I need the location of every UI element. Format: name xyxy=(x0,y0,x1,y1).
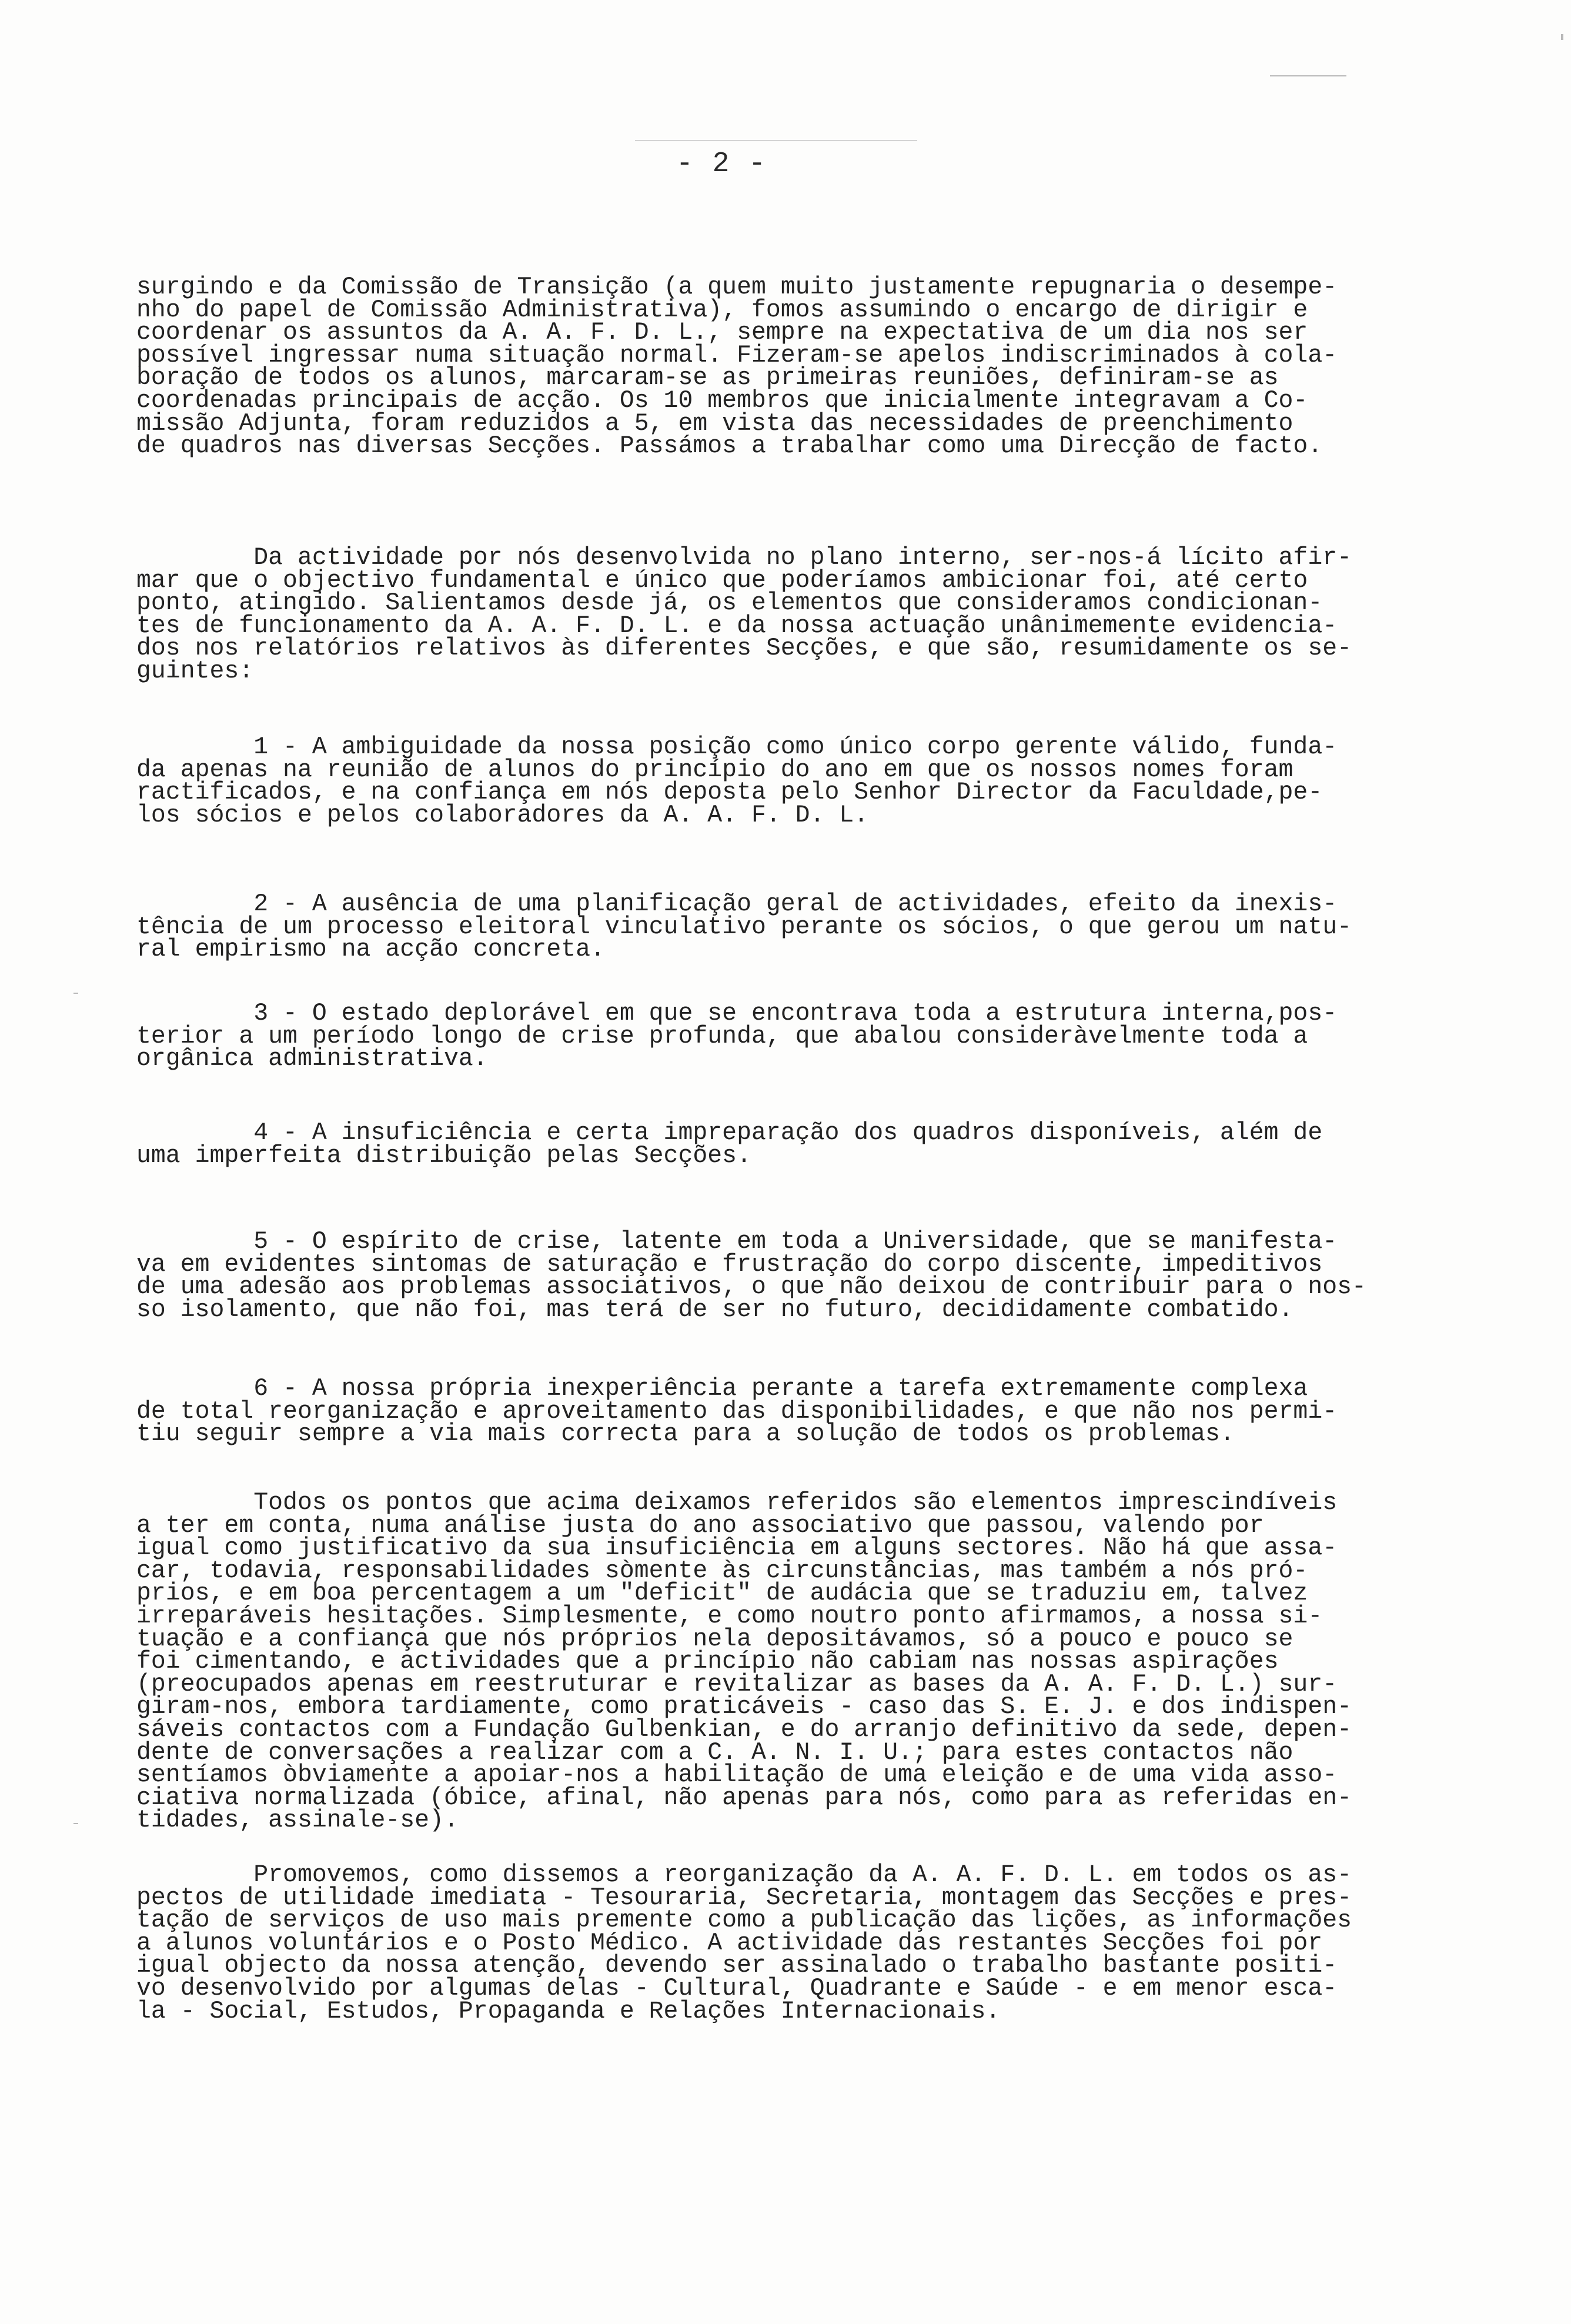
text-line: de uma adesão aos problemas associativos, o que não deixou de contribuir para o nos- xyxy=(136,1273,1366,1301)
text-line: tência de um processo eleitoral vinculativo perante os sócios, o que gerou um natu- xyxy=(136,913,1352,941)
text-line: dos nos relatórios relativos às diferentes Secções, e que são, resumidamente os se- xyxy=(136,635,1352,663)
text-line: so isolamento, que não foi, mas terá de ser no futuro, decididamente combatido. xyxy=(136,1295,1293,1324)
text-line: tes de funcionamento da A. A. F. D. L. e da nossa actuação unânimemente evidencia- xyxy=(136,612,1338,640)
text-line: car, todavia, responsabilidades sòmente às circunstâncias, mas também a nós pró- xyxy=(136,1557,1308,1585)
text-line: los sócios e pelos colaboradores da A. A. F. D. L. xyxy=(136,801,869,829)
text-line: Todos os pontos que acima deixamos referidos são elementos imprescindíveis xyxy=(136,1489,1338,1517)
text-line: ractificados, e na confiança em nós deposta pelo Senhor Director da Faculdade,pe- xyxy=(136,779,1323,807)
scan-mark xyxy=(635,140,917,141)
text-line: pectos de utilidade imediata - Tesouraria, Secretaria, montagem das Secções e pres- xyxy=(136,1884,1352,1912)
text-line: possível ingressar numa situação normal. Fizeram-se apelos indiscriminados à cola- xyxy=(136,341,1338,369)
scan-mark xyxy=(1270,75,1346,76)
text-line: 2 - A ausência de uma planificação geral de actividades, efeito da inexis- xyxy=(136,890,1338,918)
page-number: - 2 - xyxy=(676,148,767,180)
text-line: giram-nos, embora tardiamente, como praticáveis - caso das S. E. J. e dos indispen- xyxy=(136,1693,1352,1721)
text-line: Promovemos, como dissemos a reorganização da A. A. F. D. L. em todos os as- xyxy=(136,1861,1352,1889)
text-line: tidades, assinale-se). xyxy=(136,1807,459,1835)
text-line: prios, e em boa percentagem a um "deficit" de audácia que se traduziu em, talvez xyxy=(136,1580,1308,1608)
text-line: ponto, atingido. Salientamos desde já, os elementos que consideramos condicionan- xyxy=(136,589,1323,617)
text-line: irreparáveis hesitações. Simplesmente, e como noutro ponto afirmamos, a nossa si- xyxy=(136,1602,1323,1630)
text-line: vo desenvolvido por algumas delas - Cultural, Quadrante e Saúde - e em menor esca- xyxy=(136,1975,1338,2002)
scan-mark xyxy=(73,993,78,994)
text-line: boração de todos os alunos, marcaram-se as primeiras reuniões, definiram-se as xyxy=(136,364,1279,392)
text-line: 6 - A nossa própria inexperiência perante a tarefa extremamente complexa xyxy=(136,1375,1308,1403)
text-line: guintes: xyxy=(136,657,254,685)
text-line: de total reorganização e aproveitamento das disponibilidades, e que não nos permi- xyxy=(136,1397,1338,1425)
text-line: 3 - O estado deplorável em que se encontrava toda a estrutura interna,pos- xyxy=(136,1000,1338,1027)
scan-mark xyxy=(1561,34,1563,40)
text-line: da apenas na reunião de alunos do princípio do ano em que os nossos nomes foram xyxy=(136,756,1293,784)
text-line: surgindo e da Comissão de Transição (a quem muito justamente repugnaria o desempe- xyxy=(136,273,1338,301)
text-line: dente de conversações a realizar com a C. A. N. I. U.; para estes contactos não xyxy=(136,1738,1293,1767)
text-line: missão Adjunta, foram reduzidos a 5, em vista das necessidades de preenchimento xyxy=(136,409,1293,438)
text-line: tação de serviços de uso mais premente como a publicação das lições, as informações xyxy=(136,1906,1352,1935)
text-line: (preocupados apenas em reestruturar e revitalizar as bases da A. A. F. D. L.) sur- xyxy=(136,1670,1338,1698)
text-line: foi cimentando, e actividades que a princípio não cabiam nas nossas aspirações xyxy=(136,1648,1279,1676)
text-line: coordenadas principais de acção. Os 10 membros que inicialmente integravam a Co- xyxy=(136,387,1308,415)
text-line: ciativa normalizada (óbice, afinal, não apenas para nós, como para as referidas en- xyxy=(136,1784,1352,1812)
text-line: 1 - A ambiguidade da nossa posição como único corpo gerente válido, funda- xyxy=(136,733,1338,761)
text-line: coordenar os assuntos da A. A. F. D. L., sempre na expectativa de um dia nos ser xyxy=(136,319,1308,347)
text-line: de quadros nas diversas Secções. Passámos a trabalhar como uma Direcção de facto. xyxy=(136,432,1323,460)
text-line: a ter em conta, numa análise justa do ano associativo que passou, valendo por xyxy=(136,1511,1264,1540)
text-line: ral empirismo na acção concreta. xyxy=(136,936,605,964)
text-line: igual como justificativo da sua insuficiência em alguns sectores. Não há que assa- xyxy=(136,1534,1338,1562)
text-line: tuação e a confiança que nós próprios nela depositávamos, só a pouco e pouco se xyxy=(136,1625,1293,1653)
text-line: mar que o objectivo fundamental e único que poderíamos ambicionar foi, até certo xyxy=(136,566,1308,595)
text-line: Da actividade por nós desenvolvida no plano interno, ser-nos-á lícito afir- xyxy=(136,544,1352,572)
text-line: terior a um período longo de crise profunda, que abalou consideràvelmente toda a xyxy=(136,1022,1308,1050)
text-line: igual objecto da nossa atenção, devendo ser assinalado o trabalho bastante positi- xyxy=(136,1952,1338,1980)
text-line: tiu seguir sempre a via mais correcta para a solução de todos os problemas. xyxy=(136,1420,1235,1448)
text-line: sentíamos òbviamente a apoiar-nos a habilitação de uma eleição e de uma vida asso- xyxy=(136,1761,1338,1789)
text-line: sáveis contactos com a Fundação Gulbenkian, e do arranjo definitivo da sede, depen- xyxy=(136,1716,1352,1744)
text-line: orgânica administrativa. xyxy=(136,1045,488,1073)
text-line: la - Social, Estudos, Propaganda e Relações Internacionais. xyxy=(136,1997,1001,2025)
text-line: uma imperfeita distribuição pelas Secções. xyxy=(136,1141,751,1170)
text-line: 4 - A insuficiência e certa impreparação dos quadros disponíveis, além de xyxy=(136,1119,1323,1147)
text-line: a alunos voluntários e o Posto Médico. A actividade das restantes Secções foi por xyxy=(136,1929,1323,1957)
text-line: 5 - O espírito de crise, latente em toda a Universidade, que se manifesta- xyxy=(136,1228,1338,1256)
scan-mark xyxy=(73,1823,78,1824)
text-line: nho do papel de Comissão Administrativa), fomos assumindo o encargo de dirigir e xyxy=(136,296,1308,324)
text-line: va em evidentes sintomas de saturação e frustração do corpo discente, impeditivos xyxy=(136,1250,1323,1278)
